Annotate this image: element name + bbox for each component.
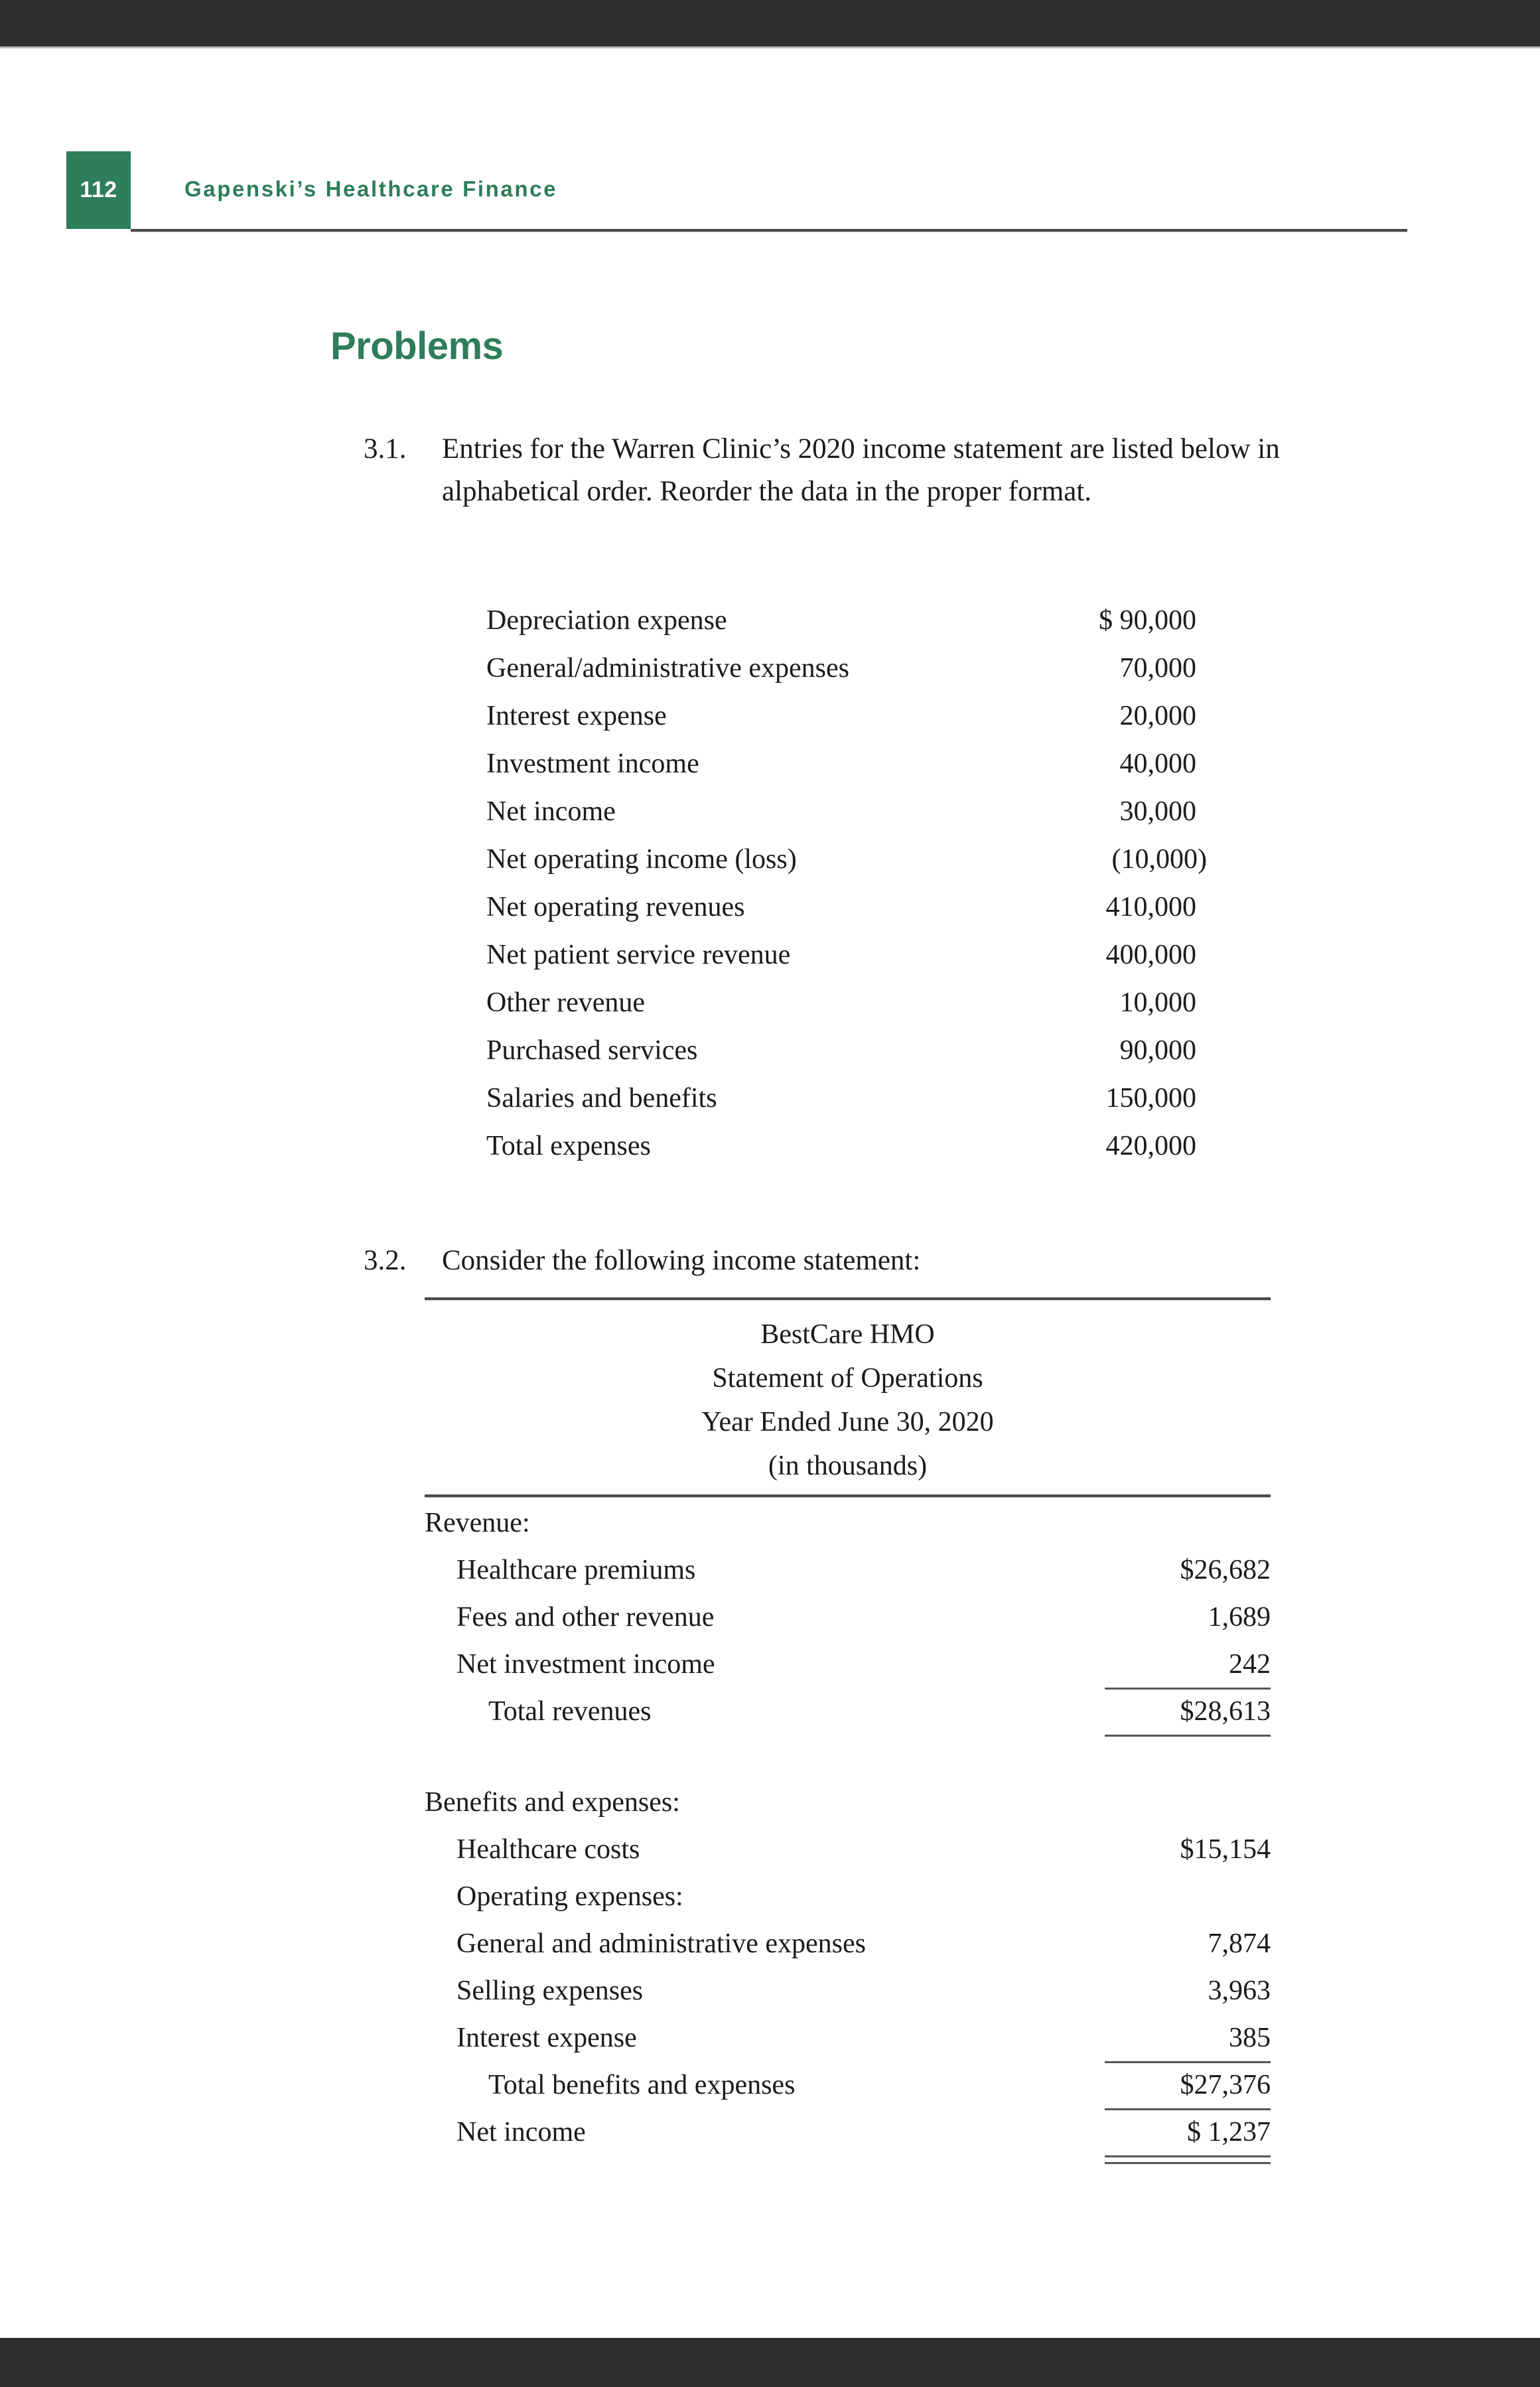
table-row [425, 1834, 1271, 1881]
running-head [66, 151, 1407, 238]
book-title: Gapenski’s Healthcare Finance [184, 177, 558, 201]
row-amount: $27,376 [1180, 2070, 1271, 2100]
row-amount-cell [1105, 1928, 1271, 1960]
page-title: Problems [330, 325, 504, 368]
row-amount-cell [1105, 1554, 1271, 1586]
table-row [425, 1786, 1271, 1834]
entry-label: Interest expense [486, 701, 667, 731]
table-row [425, 1975, 1271, 2022]
entry-row [486, 605, 1196, 652]
table-title-line: (in thousands) [768, 1451, 928, 1481]
table-row [425, 1696, 1271, 1743]
table-row [425, 2116, 1271, 2163]
income-statement-table [425, 1297, 1271, 2163]
entry-label: Purchased services [486, 1035, 698, 1066]
table-row [425, 1554, 1271, 1601]
row-amount: $28,613 [1180, 1696, 1271, 1727]
row-amount-cell [1105, 1648, 1271, 1680]
row-amount-cell [1105, 2116, 1271, 2148]
entry-label: Net operating income (loss) [486, 844, 797, 875]
row-label: Interest expense [456, 2023, 637, 2053]
table-title-block [425, 1301, 1271, 1494]
entry-amount: 10,000 [1119, 987, 1196, 1018]
page-sheet [0, 48, 1540, 2338]
table-body [425, 1498, 1271, 2163]
row-label: Operating expenses: [456, 1881, 683, 1912]
entry-amount: 420,000 [1105, 1131, 1196, 1161]
entry-row [486, 1130, 1196, 1178]
entry-label: Other revenue [486, 987, 646, 1018]
row-amount: $26,682 [1180, 1555, 1271, 1585]
row-label: General and administrative expenses [456, 1928, 866, 1959]
table-row [425, 1648, 1271, 1696]
entry-row [486, 891, 1196, 939]
problem-3-2 [364, 1240, 1372, 1282]
row-amount: 385 [1229, 2023, 1271, 2053]
entry-row [486, 1035, 1196, 1082]
row-amount-cell [1105, 2022, 1271, 2054]
row-amount: 242 [1229, 1649, 1271, 1680]
row-label: Benefits and expenses: [425, 1787, 680, 1818]
entry-amount: 90,000 [1119, 1035, 1196, 1066]
entry-amount: 20,000 [1119, 701, 1196, 731]
row-label: Net income [456, 2117, 586, 2147]
viewer-top-bar [0, 0, 1540, 48]
table-title-line: BestCare HMO [760, 1319, 935, 1350]
row-amount-cell [1105, 1601, 1271, 1633]
entry-list [486, 605, 1207, 1178]
entry-row [486, 748, 1196, 796]
entry-row [486, 700, 1196, 748]
entry-amount: 40,000 [1119, 749, 1196, 779]
row-label: Healthcare premiums [456, 1555, 696, 1585]
page-number: 112 [80, 177, 117, 202]
table-row [425, 1928, 1271, 1975]
entry-amount: 150,000 [1105, 1083, 1196, 1114]
entry-row [486, 939, 1196, 987]
problem-text: Consider the following income statement: [442, 1245, 921, 1276]
entry-row [486, 843, 1207, 891]
row-amount-cell [1105, 2069, 1271, 2101]
row-amount: 1,689 [1208, 1602, 1271, 1632]
entry-label: Investment income [486, 749, 699, 779]
problem-number: 3.1. [364, 433, 407, 465]
row-amount: $15,154 [1180, 1834, 1271, 1865]
row-label: Revenue: [425, 1508, 530, 1538]
entry-label: Net patient service revenue [486, 940, 791, 970]
entry-amount: $ 90,000 [1099, 605, 1196, 636]
row-label: Healthcare costs [456, 1834, 640, 1865]
table-row [425, 1601, 1271, 1648]
header-rule [131, 229, 1407, 232]
table-title-line: Year Ended June 30, 2020 [701, 1407, 994, 1437]
entry-row [486, 652, 1196, 700]
entry-label: Depreciation expense [486, 605, 727, 636]
table-row [425, 1881, 1271, 1928]
problem-number: 3.2. [364, 1245, 407, 1276]
row-amount: $ 1,237 [1187, 2117, 1271, 2147]
entry-label: Salaries and benefits [486, 1083, 717, 1114]
problem-text: Entries for the Warren Clinic’s 2020 income statement are listed below in alphabetical order. Reorder the data in the proper format. [442, 433, 1280, 507]
problem-3-1 [364, 428, 1372, 513]
entry-label: Net operating revenues [486, 892, 745, 922]
entry-amount: 400,000 [1105, 940, 1196, 970]
table-row [425, 2069, 1271, 2116]
entry-label: General/administrative expenses [486, 653, 849, 684]
viewer-bottom-bar [0, 2336, 1540, 2387]
row-amount: 7,874 [1208, 1928, 1271, 1959]
entry-amount: (10,000) [1111, 844, 1207, 875]
table-title-line: Statement of Operations [712, 1363, 983, 1394]
entry-label: Total expenses [486, 1131, 651, 1161]
entry-label: Net income [486, 796, 616, 827]
entry-row [486, 1082, 1196, 1130]
row-label: Fees and other revenue [456, 1602, 715, 1632]
row-amount-cell [1105, 1834, 1271, 1865]
entry-row [486, 796, 1196, 843]
table-row [425, 2022, 1271, 2069]
table-row [425, 1507, 1271, 1554]
row-label: Total benefits and expenses [488, 2070, 796, 2100]
row-amount: 3,963 [1208, 1976, 1271, 2006]
row-amount-cell [1105, 1696, 1271, 1727]
row-label: Net investment income [456, 1649, 715, 1680]
row-amount-cell [1105, 1975, 1271, 2007]
entry-row [486, 987, 1196, 1035]
entry-amount: 70,000 [1119, 653, 1196, 684]
entry-amount: 30,000 [1119, 796, 1196, 827]
row-label: Selling expenses [456, 1976, 644, 2006]
table-spacer-row [425, 1743, 1271, 1786]
row-label: Total revenues [488, 1696, 652, 1727]
entry-amount: 410,000 [1105, 892, 1196, 922]
